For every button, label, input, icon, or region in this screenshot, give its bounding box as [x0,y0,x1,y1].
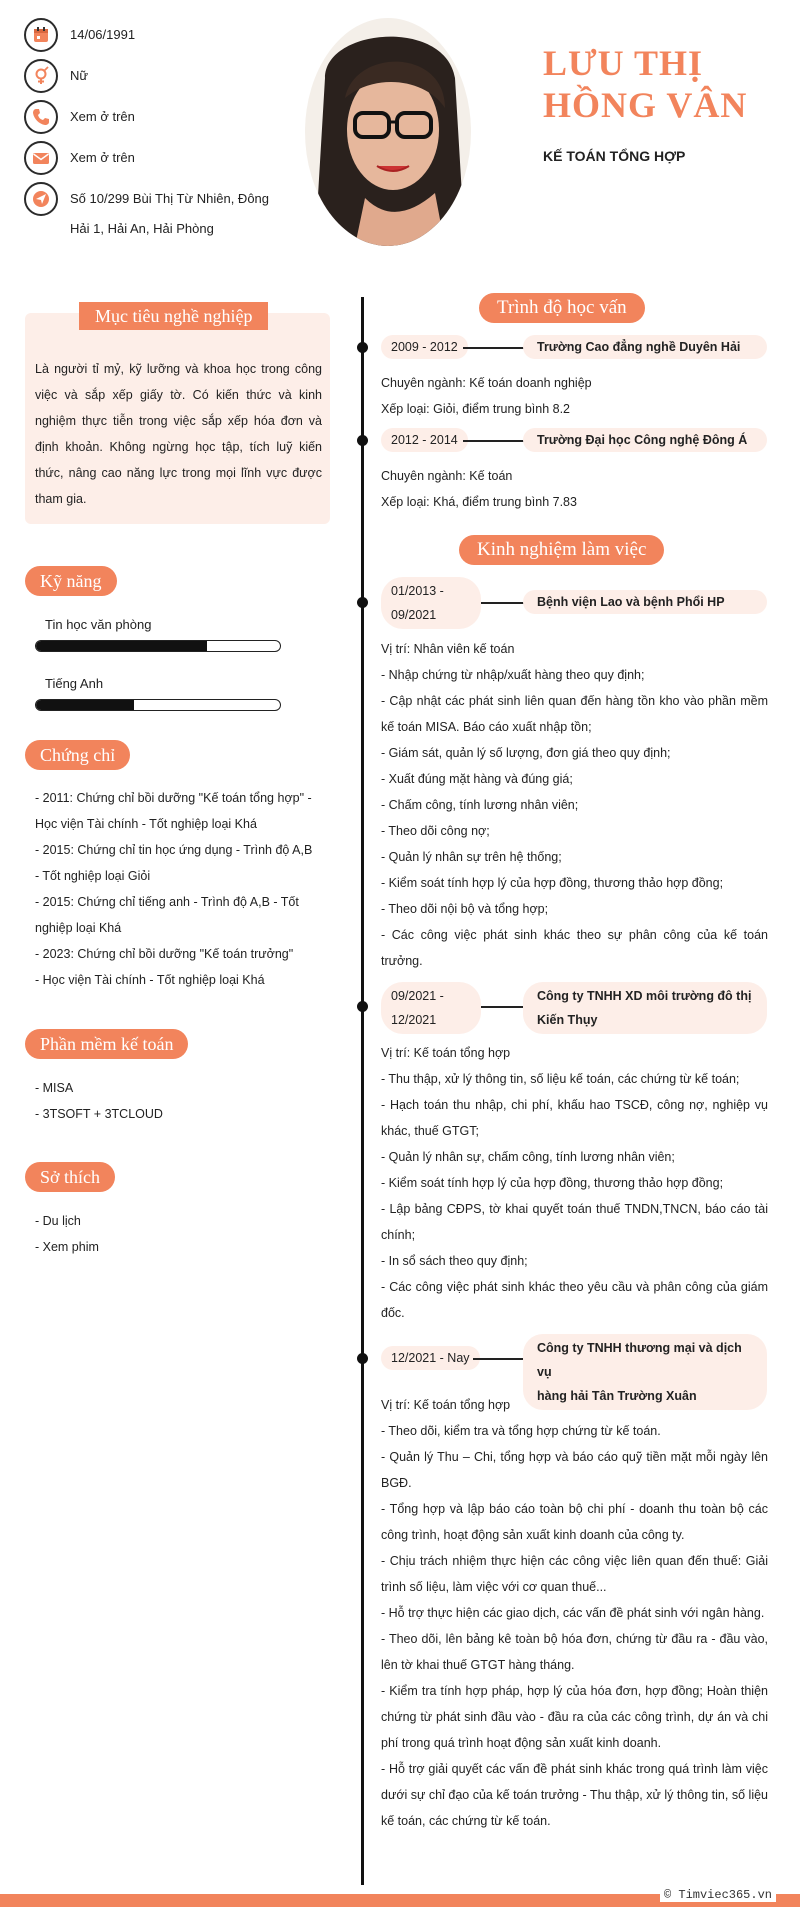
job-line: - Chấm công, tính lương nhân viên; [381,798,579,812]
job-line: Vị trí: Kế toán tổng hợp [381,1398,511,1412]
gender-text: Nữ [70,68,89,83]
skills-heading: Kỹ năng [25,566,117,596]
job-line: - Theo dõi, lên bảng kê toàn bộ hóa đơn, chứng từ đầu ra - đầu vào, lên tờ khai thuế GTGT hàng tháng. [381,1632,768,1672]
phone-text: Xem ở trên [70,109,135,124]
email-icon [24,141,58,175]
education-school: Trường Đại học Công nghệ Đông Á [523,428,767,452]
timeline-dot [357,1353,368,1364]
job-period-start: 09/2021 - [391,989,444,1003]
education-grade: Xếp loại: Khá, điểm trung bình 7.83 [381,495,577,509]
skill-label-office: Tin học văn phòng [45,617,152,632]
timeline-dot [357,597,368,608]
certificate-line: - Học viện Tài chính - Tốt nghiệp loại Khá [35,973,265,987]
job-line: - Theo dõi nội bộ và tổng hợp; [381,902,549,916]
experience-heading: Kinh nghiệm làm việc [459,535,664,565]
hobbies-heading: Sở thích [25,1162,115,1192]
hobby-item: - Xem phim [35,1240,99,1254]
timeline-connector [463,347,525,349]
portrait-image [305,18,471,246]
job-line: Vị trí: Kế toán tổng hợp [381,1046,511,1060]
job-line: - In sổ sách theo quy định; [381,1254,528,1268]
hobby-item: - Du lịch [35,1214,81,1228]
job-company-line-1: Công ty TNHH thương mại và dịch vụ [537,1341,742,1379]
job-period [381,982,481,1034]
skill-fill-english [36,700,134,710]
education-major: Chuyên ngành: Kế toán [381,469,513,483]
certificate-line: - Tốt nghiệp loại Giỏi [35,869,151,883]
software-heading: Phần mềm kế toán [25,1029,188,1059]
contact-phone [24,100,324,134]
job-details [381,636,768,974]
job-period-start: 01/2013 - [391,584,444,598]
contact-address [24,182,324,244]
birthday-text: 14/06/1991 [70,27,136,42]
education-details [381,370,768,422]
name-line-1: LƯU THỊ [543,43,704,83]
job-line: - Quản lý nhân sự trên hệ thống; [381,850,562,864]
contact-gender [24,59,324,93]
timeline-connector [481,1006,525,1008]
job-company-line-2: hàng hải Tân Trường Xuân [537,1389,697,1403]
certificate-line: - 2023: Chứng chỉ bồi dưỡng "Kế toán trưởng" [35,947,294,961]
profile-photo [305,18,471,246]
job-company: Bệnh viện Lao và bệnh Phổi HP [523,590,767,614]
job-company [523,982,767,1034]
job-line: - Thu thập, xử lý thông tin, số liệu kế toán, các chứng từ kế toán; [381,1072,740,1086]
job-company-line-2: Kiến Thụy [537,1013,598,1027]
hobbies-list [35,1208,325,1260]
job-line: - Nhập chứng từ nhập/xuất hàng theo quy định; [381,668,645,682]
objective-text: Là người tỉ mỷ, kỹ lưỡng và khoa học trong công việc và sắp xếp giấy tờ. Có kiến thức và kinh nghiệm thực tiễn trong việc sắp xếp hóa đơn và định khoản. Không ngừng học tập, tích luỹ kiến thức, nâng cao năng lực trong mọi lĩnh vực được tham gia. [35,362,322,506]
job-period [381,577,481,629]
certificates-heading: Chứng chỉ [25,740,130,770]
education-grade: Xếp loại: Giỏi, điểm trung bình 8.2 [381,402,571,416]
job-line: - Lập bảng CĐPS, tờ khai quyết toán thuế TNDN,TNCN, báo cáo tài chính; [381,1202,768,1242]
contact-birthday [24,18,324,52]
job-line: - Tổng hợp và lập báo cáo toàn bộ chi phí - doanh thu toàn bộ các công trình, hoạt động sản xuất kinh doanh của công ty. [381,1502,768,1542]
certificate-line: - 2015: Chứng chỉ tin học ứng dụng - Trình độ A,B [35,843,313,857]
skill-bar-office [35,640,281,652]
address-text [70,182,269,244]
certificate-line: - 2015: Chứng chỉ tiếng anh - Trình độ A,B - Tốt [35,895,299,909]
job-line: - Kiểm soát tính hợp lý của hợp đồng, thương thảo hợp đồng; [381,1176,724,1190]
job-line: - Theo dõi, kiểm tra và tổng hợp chứng từ kế toán. [381,1424,661,1438]
job-line: - Quản lý nhân sự, chấm công, tính lương nhân viên; [381,1150,675,1164]
timeline-dot [357,1001,368,1012]
skill-bar-english [35,699,281,711]
contact-info [24,18,324,251]
job-period-end: 12/2021 [391,1013,437,1027]
job-title: KẾ TOÁN TỔNG HỢP [543,148,686,164]
education-period: 2012 - 2014 [381,428,468,452]
certificates-list [35,785,325,993]
job-line: - Cập nhật các phát sinh liên quan đến hàng tồn kho vào phần mềm kế toán MISA. Báo cáo xuất nhập tồn; [381,694,768,734]
contact-email [24,141,324,175]
job-line: - Kiểm soát tính hợp lý của hợp đồng, thương thảo hợp đồng; [381,876,724,890]
gender-icon [24,59,58,93]
address-line-2: Hải 1, Hải An, Hải Phòng [70,221,214,236]
job-line: - Hỗ trợ giải quyết các vấn đề phát sinh khác trong quá trình làm việc dưới sự chỉ đạo của kế toán trưởng - Thu thập, xử lý thông tin, số liệu kế toán, các chứng từ kế toán. [381,1762,768,1828]
job-line: - Hỗ trợ thực hiện các giao dịch, các vấn đề phát sinh với ngân hàng. [381,1606,765,1620]
education-major: Chuyên ngành: Kế toán doanh nghiệp [381,376,592,390]
job-line: - Các công việc phát sinh khác theo yêu cầu và phân công của giám đốc. [381,1280,768,1320]
job-period-end: 09/2021 [391,608,437,622]
certificate-line: - 2011: Chứng chỉ bồi dưỡng "Kế toán tổng hợp" - [35,791,312,805]
job-line: - Kiểm tra tính hợp pháp, hợp lý của hóa đơn, hợp đồng; Hoàn thiện chứng từ phát sinh đầu vào - đầu ra của các công trình, dự án và chi phí trong quá trình hoạt động sản xuất kinh doanh. [381,1684,768,1750]
phone-icon [24,100,58,134]
job-line: - Theo dõi công nợ; [381,824,490,838]
job-company-line-1: Công ty TNHH XD môi trường đô thị [537,989,752,1003]
job-line: - Hạch toán thu nhập, chi phí, khấu hao TSCĐ, công nợ, nghiệp vụ khác, thuế GTGT; [381,1098,768,1138]
software-list [35,1075,325,1127]
job-line: - Các công việc phát sinh khác theo sự phân công của kế toán trưởng. [381,928,768,968]
job-line: - Chịu trách nhiệm thực hiện các công việc liên quan đến thuế: Giải trình số liệu, làm việc với cơ quan thuế... [381,1554,768,1594]
footer-watermark: © Timviec365.vn [660,1889,776,1902]
timeline-connector [463,440,525,442]
education-period: 2009 - 2012 [381,335,468,359]
job-line: - Quản lý Thu – Chi, tổng hợp và báo cáo quỹ tiền mặt mỗi ngày lên BGĐ. [381,1450,768,1490]
objective-heading: Mục tiêu nghề nghiệp [79,302,268,330]
job-details [381,1392,768,1834]
certificate-line: Học viện Tài chính - Tốt nghiệp loại Khá [35,817,257,831]
job-line: - Xuất đúng mặt hàng và đúng giá; [381,772,573,786]
education-details [381,463,768,515]
timeline-connector [473,1358,525,1360]
job-details [381,1040,768,1326]
software-item: - MISA [35,1081,74,1095]
email-text: Xem ở trên [70,150,135,165]
address-line-1: Số 10/299 Bùi Thị Từ Nhiên, Đông [70,191,270,206]
location-icon [24,182,58,216]
candidate-name [543,42,783,126]
name-line-2: HỒNG VÂN [543,85,748,125]
certificate-line: nghiệp loại Khá [35,921,122,935]
timeline-line [361,297,364,1885]
job-period: 12/2021 - Nay [381,1346,480,1370]
skill-fill-office [36,641,207,651]
job-line: Vị trí: Nhân viên kế toán [381,642,515,656]
calendar-icon [24,18,58,52]
software-item: - 3TSOFT + 3TCLOUD [35,1107,163,1121]
timeline-dot [357,342,368,353]
timeline-connector [481,602,525,604]
education-heading: Trình độ học vấn [479,293,645,323]
skill-label-english: Tiếng Anh [45,676,104,691]
job-line: - Giám sát, quản lý số lượng, đơn giá theo quy định; [381,746,671,760]
education-school: Trường Cao đẳng nghề Duyên Hải [523,335,767,359]
timeline-dot [357,435,368,446]
